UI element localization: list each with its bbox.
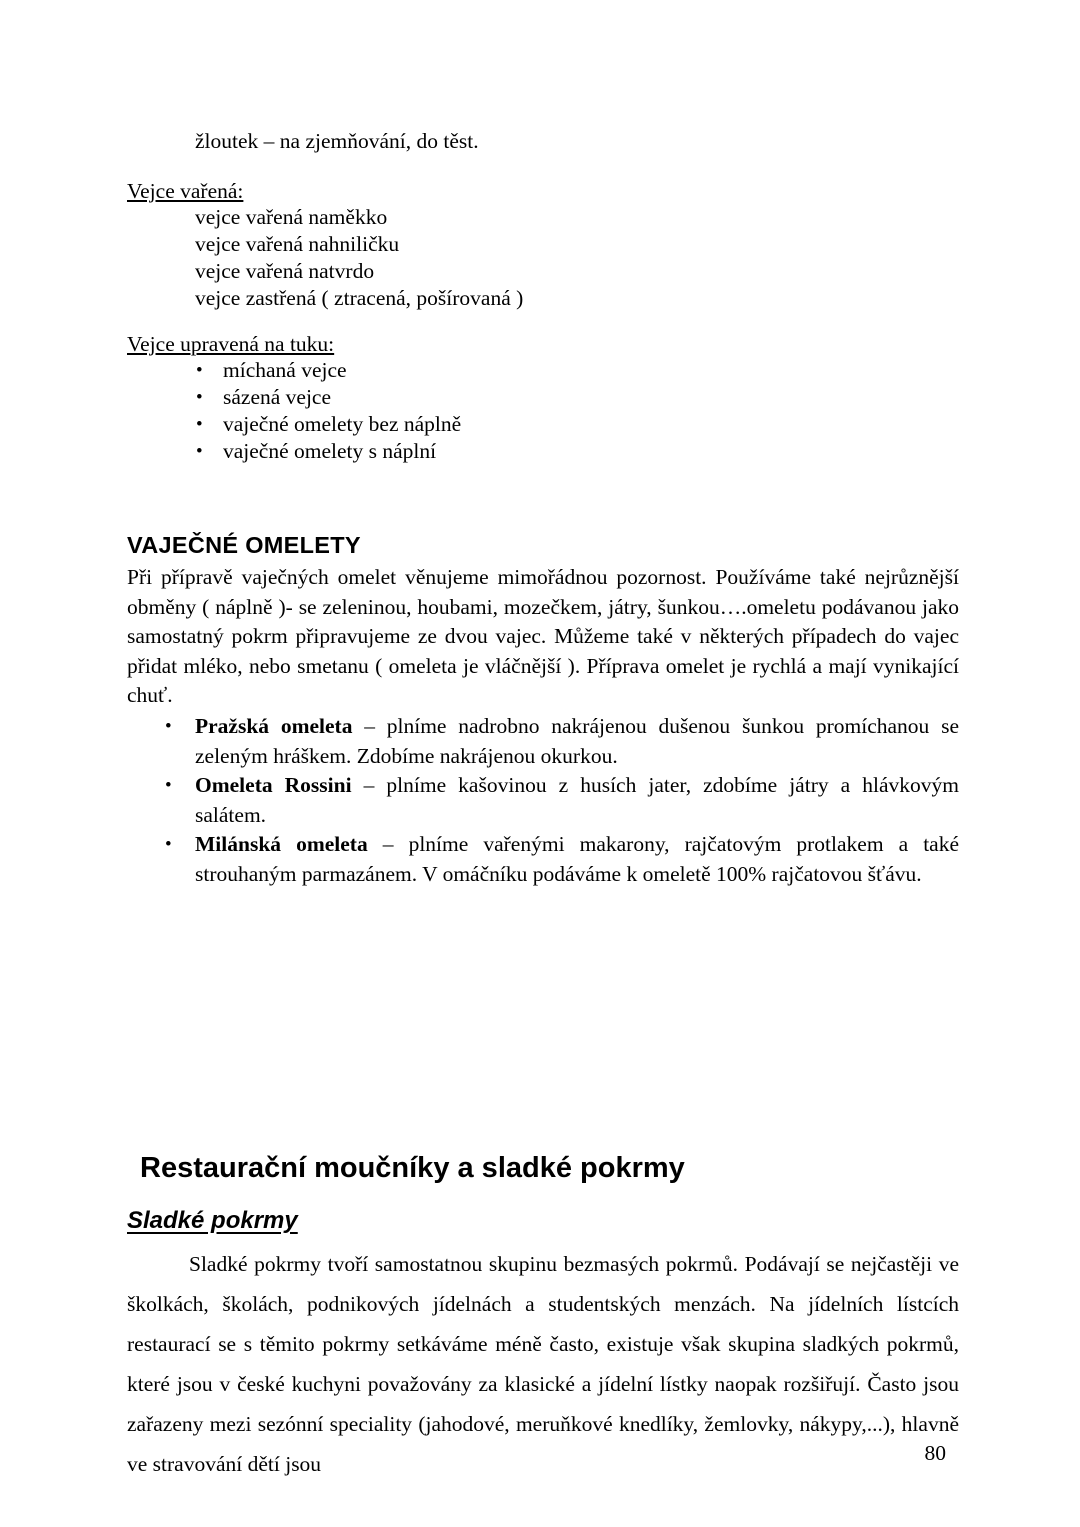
sweet-dishes-paragraph: Sladké pokrmy tvoří samostatnou skupinu bezmasých pokrmů. Podávají se nejčastěji ve školkách, školách, podnikových jídelnách a studentských menzách. Na jídelních lístcích restaurací se s těmito pokrmy setkáváme méně často, existuje však skupina sladkých pokrmů, které jsou v české kuchyni považovány za klasické a jídelní lístky naopak rozšiřují. Často jsou zařazeny mezi sezónní speciality (jahodové, meruňkové knedlíky, žemlovky, nákypy,...), hlavně ve stravování dětí jsou [127, 1252, 959, 1476]
list-item [160, 771, 959, 830]
variety-description: – plníme vařenými makarony, rajčatovým protlakem a také strouhaným parmazánem. V omáčníku podáváme k omeletě 100% rajčatovou šťávu. [195, 832, 960, 886]
list-item-label: míchaná vejce [223, 358, 347, 382]
boiled-eggs-heading: Vejce vařená: [127, 179, 244, 203]
bullet-icon: • [165, 834, 172, 855]
list-item-label: sázená vejce [223, 385, 332, 409]
list-item [160, 830, 959, 889]
variety-name: Milánská omeleta [195, 832, 368, 856]
list-item [191, 384, 461, 411]
list-item-label: vaječné omelety bez náplně [223, 412, 462, 436]
list-item-label: vaječné omelety s náplní [223, 439, 437, 463]
list-item: vejce vařená natvrdo [195, 259, 375, 283]
bullet-icon: • [196, 387, 203, 408]
variety-description: – plníme nadrobno nakrájenou dušenou šunkou promíchanou se zeleným hráškem. Zdobíme nakrájenou okurkou. [195, 714, 959, 768]
bullet-icon: • [196, 441, 203, 462]
bullet-icon: • [165, 716, 172, 737]
list-item: vejce vařená naměkko [195, 205, 388, 229]
bullet-icon: • [196, 414, 203, 435]
chapter-title: Restaurační moučníky a sladké pokrmy [140, 1152, 685, 1184]
variety-name: Omeleta Rossini [195, 773, 352, 797]
bullet-icon: • [165, 775, 172, 796]
boiled-eggs-list [195, 204, 523, 312]
list-item [160, 712, 959, 771]
fat-eggs-heading: Vejce upravená na tuku: [127, 332, 335, 356]
list-item: vejce vařená nahniličku [195, 232, 400, 256]
bullet-icon: • [196, 360, 203, 381]
fat-eggs-list [191, 357, 461, 465]
list-item [191, 357, 461, 384]
list-item [191, 438, 461, 465]
page-number: 80 [924, 1441, 946, 1465]
intro-note-line: žloutek – na zjemňování, do těst. [195, 129, 479, 153]
list-item [191, 411, 461, 438]
omelets-intro-paragraph: Při přípravě vaječných omelet věnujeme mimořádnou pozornost. Používáme také nejrůznější obměny ( náplně )- se zeleninou, houbami, mozečkem, játry, šunkou….omeletu podávanou jako samostatný pokrm připravujeme ze dvou vajec. Můžeme také v některých případech do vajec přidat mléko, nebo smetanu ( omeleta je vláčnější ). Příprava omelet je rychlá a mají vynikající chuť. [127, 565, 959, 707]
variety-name: Pražská omeleta [195, 714, 353, 738]
list-item: vejce zastřená ( ztracená, pošírovaná ) [195, 286, 524, 310]
subsection-title: Sladké pokrmy [127, 1207, 298, 1234]
omelet-varieties-list [160, 712, 959, 889]
omelets-section-title: VAJEČNÉ OMELETY [127, 532, 361, 558]
variety-description: – plníme kašovinou z husích jater, zdobíme játry a hlávkovým salátem. [195, 773, 959, 827]
